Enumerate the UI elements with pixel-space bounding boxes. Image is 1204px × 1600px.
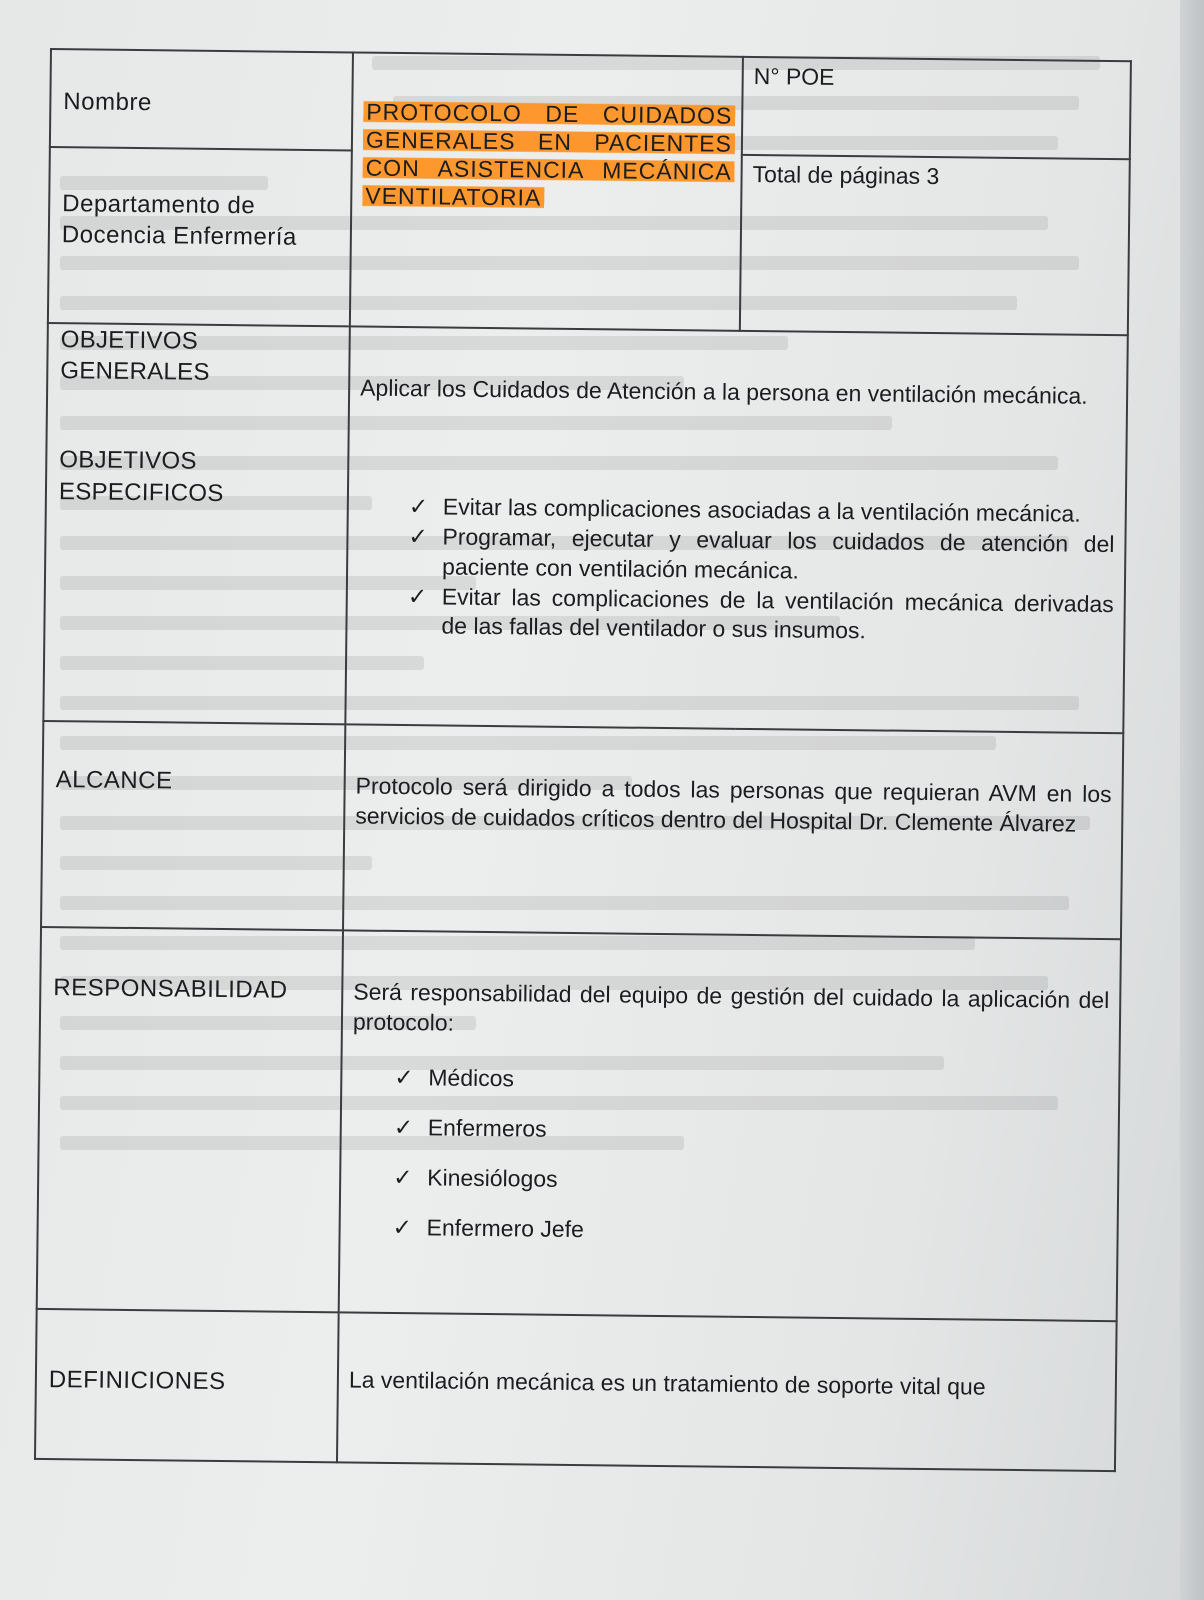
responsables-list (392, 1052, 1108, 1260)
list-item: ✓ Programar, ejecutar y evaluar los cuidados de atención del paciente con ventilación mecánica. (408, 522, 1115, 584)
checkmark-icon: ✓ (393, 1113, 414, 1140)
objetivos-especificos-list (407, 492, 1115, 649)
list-item: ✓ Kinesiólogos (427, 1152, 1108, 1210)
objetivos-generales-label: OBJETIVOS GENERALES (60, 326, 210, 387)
definiciones-content-cell (337, 1312, 1117, 1471)
responsabilidad-content-cell (339, 930, 1121, 1321)
departamento-label: Departamento de Docencia Enfermería (61, 190, 297, 251)
title-cell (350, 52, 743, 330)
alcance-text: Protocolo será dirigido a todos las personas que requieran AVM en los servicios de cuidados críticos dentro del Hospital Dr. Clemente Álvarez (355, 772, 1112, 837)
definiciones-label: DEFINICIONES (48, 1366, 226, 1396)
total-paginas: Total de páginas 3 (752, 160, 940, 190)
checkmark-icon: ✓ (392, 1213, 413, 1240)
background-surface (1180, 0, 1204, 1600)
alcance-label-cell (41, 721, 345, 930)
total-paginas-cell (740, 155, 1130, 335)
list-item: ✓ Enfermero Jefe (426, 1202, 1107, 1260)
protocol-title: PROTOCOLO DE CUIDADOS GENERALES EN PACIENTES CON ASISTENCIA MECÁNICA VENTILATORIA (362, 99, 735, 211)
nombre-label: Nombre (63, 88, 152, 117)
checkmark-icon: ✓ (393, 1163, 413, 1190)
objetivos-content-cell (345, 326, 1127, 733)
alcance-content-cell (343, 724, 1123, 939)
list-item: ✓ Evitar las complicaciones asociadas a la ventilación mecánica. (408, 492, 1081, 527)
checkmark-icon: ✓ (407, 582, 428, 609)
departamento-label-cell (48, 147, 352, 326)
list-item: ✓ Enfermeros (427, 1102, 1108, 1160)
objetivos-generales-text: Aplicar los Cuidados de Atención a la persona en ventilación mecánica. (360, 374, 1088, 409)
definiciones-text: La ventilación mecánica es un tratamiento de soporte vital que (348, 1366, 986, 1400)
nombre-label-cell (50, 49, 353, 150)
checkmark-icon: ✓ (408, 492, 429, 520)
responsabilidad-text: Será responsabilidad del equipo de gestión del cuidado la aplicación del protocolo: (352, 978, 1110, 1036)
checkmark-icon: ✓ (394, 1063, 414, 1090)
responsabilidad-label-cell (37, 927, 343, 1312)
poe-label: N° POE (753, 62, 835, 90)
alcance-label: ALCANCE (55, 766, 173, 795)
objetivos-especificos-label: OBJETIVOS ESPECIFICOS (58, 446, 224, 507)
checkmark-icon: ✓ (408, 522, 428, 550)
protocol-form (34, 48, 1132, 1472)
responsabilidad-label: RESPONSABILIDAD (53, 974, 288, 1004)
list-item: ✓ Médicos (428, 1052, 1109, 1110)
objetivos-label-cell (43, 323, 349, 724)
definiciones-label-cell (35, 1309, 339, 1462)
list-item: ✓ Evitar las complicaciones de la ventilación mecánica derivadas de las fallas del ventilador o sus insumos. (407, 582, 1114, 644)
protocol-table (34, 48, 1132, 1472)
poe-cell (742, 57, 1131, 159)
